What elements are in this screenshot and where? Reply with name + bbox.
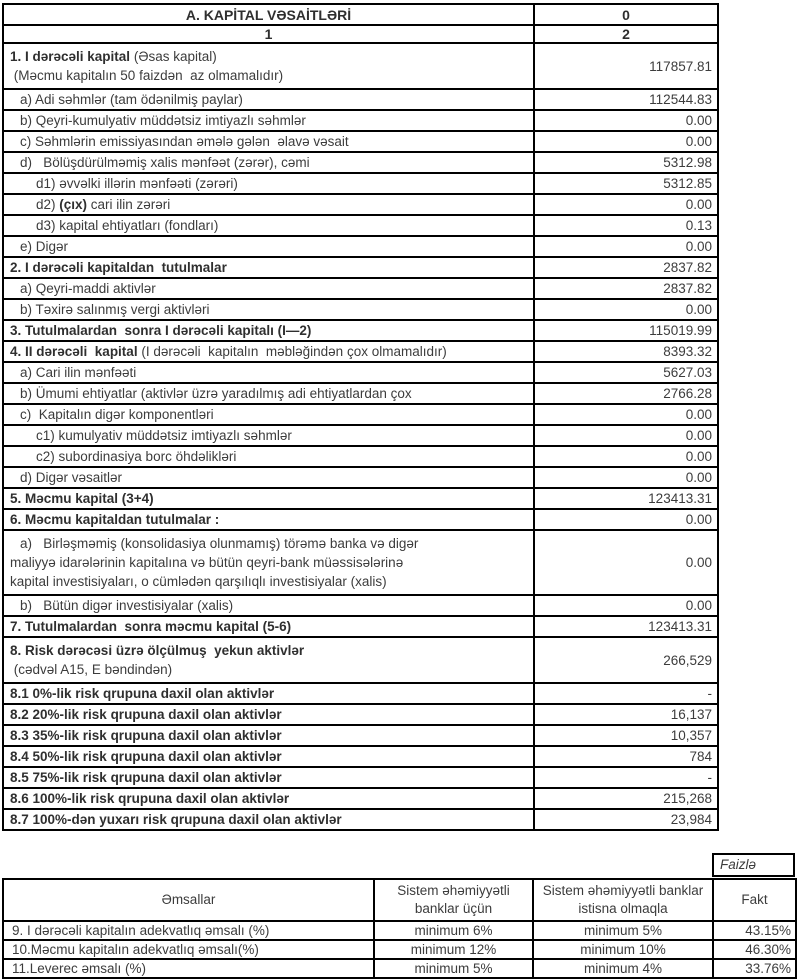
row-label: 8.7 100%-dən yuxarı risk qrupuna daxil olan aktivlər <box>3 809 534 830</box>
row-value: 0.00 <box>534 467 718 488</box>
table-row <box>3 89 718 110</box>
ratios-row <box>3 959 796 978</box>
row-label: d) Digər vəsaitlər <box>3 467 534 488</box>
table-row <box>3 509 718 530</box>
row-value: 0.00 <box>534 509 718 530</box>
table-row <box>3 704 718 725</box>
ratio-fact-value: 33.76% <box>713 959 796 978</box>
row-value: 0.00 <box>534 446 718 467</box>
row-label: e) Digər <box>3 236 534 257</box>
table-row <box>3 236 718 257</box>
row-value: 2837.82 <box>534 278 718 299</box>
row-value: 112544.83 <box>534 89 718 110</box>
unit-note-wrap <box>2 853 795 877</box>
row-value: 117857.81 <box>534 43 718 89</box>
row-value: - <box>534 767 718 788</box>
row-label: b) Təxirə salınmış vergi aktivləri <box>3 299 534 320</box>
row-value: 5627.03 <box>534 362 718 383</box>
row-label: c2) subordinasiya borc öhdəlikləri <box>3 446 534 467</box>
row-label: c) Səhmlərin emissiyasından əmələ gələn əlavə vəsait <box>3 131 534 152</box>
row-value: 23,984 <box>534 809 718 830</box>
table-row <box>3 767 718 788</box>
row-value: 2766.28 <box>534 383 718 404</box>
row-value: 10,357 <box>534 725 718 746</box>
row-label: 8.5 75%-lik risk qrupuna daxil olan aktivlər <box>3 767 534 788</box>
row-value: 0.13 <box>534 215 718 236</box>
row-label: d2) (çıx) cari ilin zərəri <box>3 194 534 215</box>
row-label: b) Qeyri-kumulyativ müddətsiz imtiyazlı səhmlər <box>3 110 534 131</box>
row-label: 3. Tutulmalardan sonra I dərəcəli kapitalı (I—2) <box>3 320 534 341</box>
table-row <box>3 809 718 830</box>
ratios-row <box>3 940 796 959</box>
row-label: d) Bölüşdürülməmiş xalis mənfəət (zərər), cəmi <box>3 152 534 173</box>
column-number-row <box>3 25 718 43</box>
ratio-label: 9. I dərəcəli kapitalın adekvatlıq əmsalı (%) <box>3 921 374 940</box>
row-value: 5312.85 <box>534 173 718 194</box>
table-row <box>3 278 718 299</box>
table-row <box>3 173 718 194</box>
table-row <box>3 788 718 809</box>
table-row <box>3 257 718 278</box>
row-label: 8. Risk dərəcəsi üzrə ölçülmuş yekun aktivlər (cədvəl A15, E bəndindən) <box>3 637 534 683</box>
table-row <box>3 215 718 236</box>
column-two-header: 2 <box>534 25 718 43</box>
table-row <box>3 341 718 362</box>
ratio-non-sys-banks-minimum: minimum 4% <box>533 959 713 978</box>
row-label: 7. Tutulmalardan sonra məcmu kapital (5-6) <box>3 616 534 637</box>
table-row <box>3 194 718 215</box>
ratio-fact-value: 43.15% <box>713 921 796 940</box>
ratios-row <box>3 921 796 940</box>
capital-table <box>2 3 719 831</box>
row-value: 0.00 <box>534 425 718 446</box>
row-value: 215,268 <box>534 788 718 809</box>
ratio-non-sys-banks-minimum: minimum 5% <box>533 921 713 940</box>
row-value: 123413.31 <box>534 488 718 509</box>
table-row <box>3 43 718 89</box>
table-row <box>3 152 718 173</box>
ratio-sys-banks-minimum: minimum 12% <box>374 940 533 959</box>
column-zero-header: 0 <box>534 4 718 25</box>
table-row <box>3 746 718 767</box>
row-label: a) Adi səhmlər (tam ödənilmiş paylar) <box>3 89 534 110</box>
ratios-column-header-4: Fakt <box>713 879 796 921</box>
row-label: d1) əvvəlki illərin mənfəəti (zərəri) <box>3 173 534 194</box>
row-value: 0.00 <box>534 530 718 595</box>
table-row <box>3 131 718 152</box>
row-value: 5312.98 <box>534 152 718 173</box>
row-value: 0.00 <box>534 236 718 257</box>
ratio-non-sys-banks-minimum: minimum 10% <box>533 940 713 959</box>
table-row <box>3 683 718 704</box>
row-label: d3) kapital ehtiyatları (fondları) <box>3 215 534 236</box>
row-value: 0.00 <box>534 404 718 425</box>
row-value: - <box>534 683 718 704</box>
table-row <box>3 530 718 595</box>
row-value: 16,137 <box>534 704 718 725</box>
ratio-fact-value: 46.30% <box>713 940 796 959</box>
row-label: 8.2 20%-lik risk qrupuna daxil olan aktivlər <box>3 704 534 725</box>
row-label: 8.1 0%-lik risk qrupuna daxil olan aktivlər <box>3 683 534 704</box>
row-value: 2837.82 <box>534 257 718 278</box>
row-label: b) Ümumi ehtiyatlar (aktivlər üzrə yaradılmış adi ehtiyatlardan çox <box>3 383 534 404</box>
ratios-column-header-2: Sistem əhəmiyyətli banklar üçün <box>374 879 533 921</box>
row-label: a) Qeyri-maddi aktivlər <box>3 278 534 299</box>
row-label: 6. Məcmu kapitaldan tutulmalar : <box>3 509 534 530</box>
table-row <box>3 299 718 320</box>
row-label: a) Cari ilin mənfəəti <box>3 362 534 383</box>
row-label: c) Kapitalın digər komponentləri <box>3 404 534 425</box>
row-label: 5. Məcmu kapital (3+4) <box>3 488 534 509</box>
table-row <box>3 595 718 616</box>
ratios-column-header-3: Sistem əhəmiyyətli banklar istisna olmaqla <box>533 879 713 921</box>
table-row <box>3 383 718 404</box>
ratio-sys-banks-minimum: minimum 6% <box>374 921 533 940</box>
table-row <box>3 488 718 509</box>
row-value: 8393.32 <box>534 341 718 362</box>
row-label: a) Birləşməmiş (konsolidasiya olunmamış) törəmə banka və digər maliyyə idarələrinin kapitalına və bütün qeyri-bank müəssisələrinə kapital investisiyaları, o cümlədən qarşılıqlı investisiyalar (xalis) <box>3 530 534 595</box>
capital-table-body <box>3 43 718 830</box>
ratio-label: 10.Məcmu kapitalın adekvatlıq əmsalı(%) <box>3 940 374 959</box>
ratios-table <box>2 878 797 979</box>
row-value: 266,529 <box>534 637 718 683</box>
table-row <box>3 616 718 637</box>
row-label: 8.3 35%-lik risk qrupuna daxil olan aktivlər <box>3 725 534 746</box>
table-row <box>3 425 718 446</box>
table-header-row <box>3 4 718 25</box>
table-row <box>3 725 718 746</box>
row-value: 115019.99 <box>534 320 718 341</box>
row-label: 4. II dərəcəli kapital (I dərəcəli kapitalın məbləğindən çox olmamalıdır) <box>3 341 534 362</box>
column-one-header: 1 <box>3 25 534 43</box>
row-label: 8.4 50%-lik risk qrupuna daxil olan aktivlər <box>3 746 534 767</box>
table-row <box>3 637 718 683</box>
table-row <box>3 320 718 341</box>
ratio-sys-banks-minimum: minimum 5% <box>374 959 533 978</box>
ratios-table-body <box>3 921 796 978</box>
row-label: c1) kumulyativ müddətsiz imtiyazlı səhmlər <box>3 425 534 446</box>
unit-note-cell: Faizlə <box>712 853 795 877</box>
table-row <box>3 446 718 467</box>
row-label: 8.6 100%-lik risk qrupuna daxil olan aktivlər <box>3 788 534 809</box>
table-row <box>3 110 718 131</box>
row-label: 2. I dərəcəli kapitaldan tutulmalar <box>3 257 534 278</box>
row-value: 0.00 <box>534 110 718 131</box>
ratios-header-row <box>3 879 796 921</box>
row-value: 0.00 <box>534 299 718 320</box>
row-value: 123413.31 <box>534 616 718 637</box>
table-title: A. KAPİTAL VƏSAİTLƏRİ <box>3 4 534 25</box>
table-row <box>3 362 718 383</box>
ratio-label: 11.Leverec əmsalı (%) <box>3 959 374 978</box>
row-value: 0.00 <box>534 595 718 616</box>
row-label: b) Bütün digər investisiyalar (xalis) <box>3 595 534 616</box>
row-value: 0.00 <box>534 131 718 152</box>
table-row <box>3 404 718 425</box>
row-label: 1. I dərəcəli kapital (Əsas kapital) (Məcmu kapitalın 50 faizdən az olmamalıdır) <box>3 43 534 89</box>
table-row <box>3 467 718 488</box>
row-value: 0.00 <box>534 194 718 215</box>
row-value: 784 <box>534 746 718 767</box>
ratios-column-header-1: Əmsallar <box>3 879 374 921</box>
